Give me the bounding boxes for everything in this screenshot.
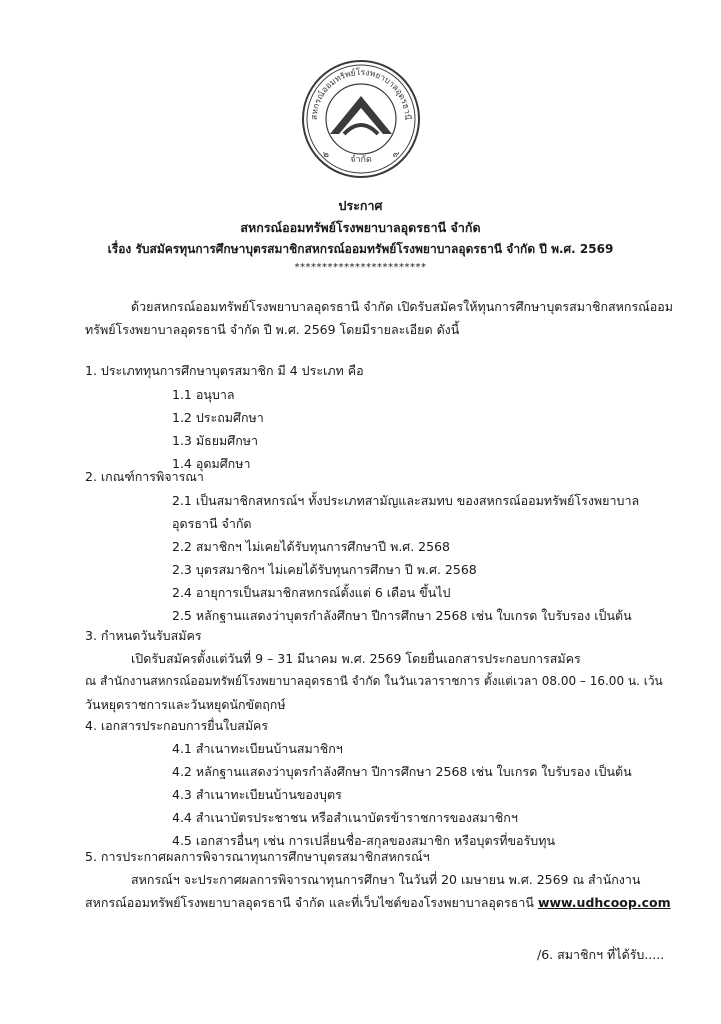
section-2-item-2: 2.2 สมาชิกฯ ไม่เคยได้รับทุนการศึกษาปี พ.ศ. 2568 <box>172 539 450 554</box>
seal-bottom-text: จำกัด <box>350 155 372 165</box>
section-1-item: 1.1 อนุบาล <box>172 387 235 402</box>
section-4-title: 4. เอกสารประกอบการยื่นใบสมัคร <box>85 718 269 733</box>
cooperative-seal-logo <box>300 58 422 180</box>
section-2-item-3: 2.3 บุตรสมาชิกฯ ไม่เคยได้รับทุนการศึกษา ปี พ.ศ. 2568 <box>172 562 477 577</box>
section-5-line-2 <box>85 893 671 913</box>
organization-name: สหกรณ์ออมทรัพย์โรงพยาบาลอุดรธานี จำกัด <box>240 220 481 235</box>
section-1-title: 1. ประเภททุนการศึกษาบุตรสมาชิก มี 4 ประเภท คือ <box>85 363 364 378</box>
section-3-line-1: เปิดรับสมัครตั้งแต่วันที่ 9 – 31 มีนาคม พ.ศ. 2569 โดยยื่นเอกสารประกอบการสมัคร <box>131 651 581 666</box>
section-4-item-2: 4.2 หลักฐานแสดงว่าบุตรกำลังศึกษา ปีการศึกษา 2568 เช่น ใบเกรด ใบรับรอง เป็นต้น <box>172 764 632 779</box>
continued-footer: /6. สมาชิกฯ ที่ได้รับ..... <box>537 947 665 962</box>
seal-top-text: สหกรณ์ออมทรัพย์โรงพยาบาลอุดรธานี <box>309 67 413 121</box>
section-2-item-1b: อุดรธานี จำกัด <box>172 516 252 531</box>
section-5-line-2-text: สหกรณ์ออมทรัพย์โรงพยาบาลอุดรธานี จำกัด และที่เว็บไซต์ของโรงพยาบาลอุดรธานี <box>85 895 534 910</box>
separator-stars: ************************ <box>294 262 427 273</box>
seal-left-number: ๒ <box>323 150 329 160</box>
section-3-line-2: ณ สำนักงานสหกรณ์ออมทรัพย์โรงพยาบาลอุดรธานี จำกัด ในวันเวลาราชการ ตั้งแต่เวลา 08.00 – 16.00 น. เว้น <box>85 674 663 688</box>
coop-website-link[interactable]: www.udhcoop.com <box>537 895 671 910</box>
section-5-line-1: สหกรณ์ฯ จะประกาศผลการพิจารณาทุนการศึกษา ในวันที่ 20 เมษายน พ.ศ. 2569 ณ สำนักงาน <box>131 872 641 887</box>
section-2-item-4: 2.4 อายุการเป็นสมาชิกสหกรณ์ตั้งแต่ 6 เดือน ขึ้นไป <box>172 585 451 600</box>
section-3-line-3: วันหยุดราชการและวันหยุดนักขัตฤกษ์ <box>85 697 286 712</box>
section-1-item: 1.3 มัธยมศึกษา <box>172 433 259 448</box>
announcement-heading: ประกาศ <box>338 198 383 213</box>
section-1-item: 1.4 อุดมศึกษา <box>172 456 251 471</box>
section-2-item-1a: 2.1 เป็นสมาชิกสหกรณ์ฯ ทั้งประเภทสามัญและสมทบ ของสหกรณ์ออมทรัพย์โรงพยาบาล <box>172 493 640 508</box>
section-4-item-4: 4.4 สำเนาบัตรประชาชน หรือสำเนาบัตรข้าราชการของสมาชิกฯ <box>172 810 518 825</box>
section-2-title: 2. เกณฑ์การพิจารณา <box>85 469 204 484</box>
section-4-item-1: 4.1 สำเนาทะเบียนบ้านสมาชิกฯ <box>172 741 343 756</box>
section-2-item-5: 2.5 หลักฐานแสดงว่าบุตรกำลังศึกษา ปีการศึกษา 2568 เช่น ใบเกรด ใบรับรอง เป็นต้น <box>172 608 632 623</box>
section-4-item-5: 4.5 เอกสารอื่นๆ เช่น การเปลี่ยนชื่อ-สกุลของสมาชิก หรือบุตรที่ขอรับทุน <box>172 833 555 848</box>
section-1-item: 1.2 ประถมศึกษา <box>172 410 264 425</box>
intro-line-2: ทรัพย์โรงพยาบาลอุดรธานี จำกัด ปี พ.ศ. 2569 โดยมีรายละเอียด ดังนี้ <box>85 322 460 337</box>
seal-right-number: ๙ <box>392 150 400 160</box>
intro-line-1: ด้วยสหกรณ์ออมทรัพย์โรงพยาบาลอุดรธานี จำกัด เปิดรับสมัครให้ทุนการศึกษาบุตรสมาชิกสหกรณ์ออม <box>131 299 674 314</box>
section-3-title: 3. กำหนดวันรับสมัคร <box>85 628 202 643</box>
section-4-item-3: 4.3 สำเนาทะเบียนบ้านของบุตร <box>172 787 342 802</box>
subject-line: เรื่อง รับสมัครทุนการศึกษาบุตรสมาชิกสหกรณ์ออมทรัพย์โรงพยาบาลอุดรธานี จำกัด ปี พ.ศ. 2569 <box>107 242 614 256</box>
section-5-title: 5. การประกาศผลการพิจารณาทุนการศึกษาบุตรสมาชิกสหกรณ์ฯ <box>85 849 430 864</box>
